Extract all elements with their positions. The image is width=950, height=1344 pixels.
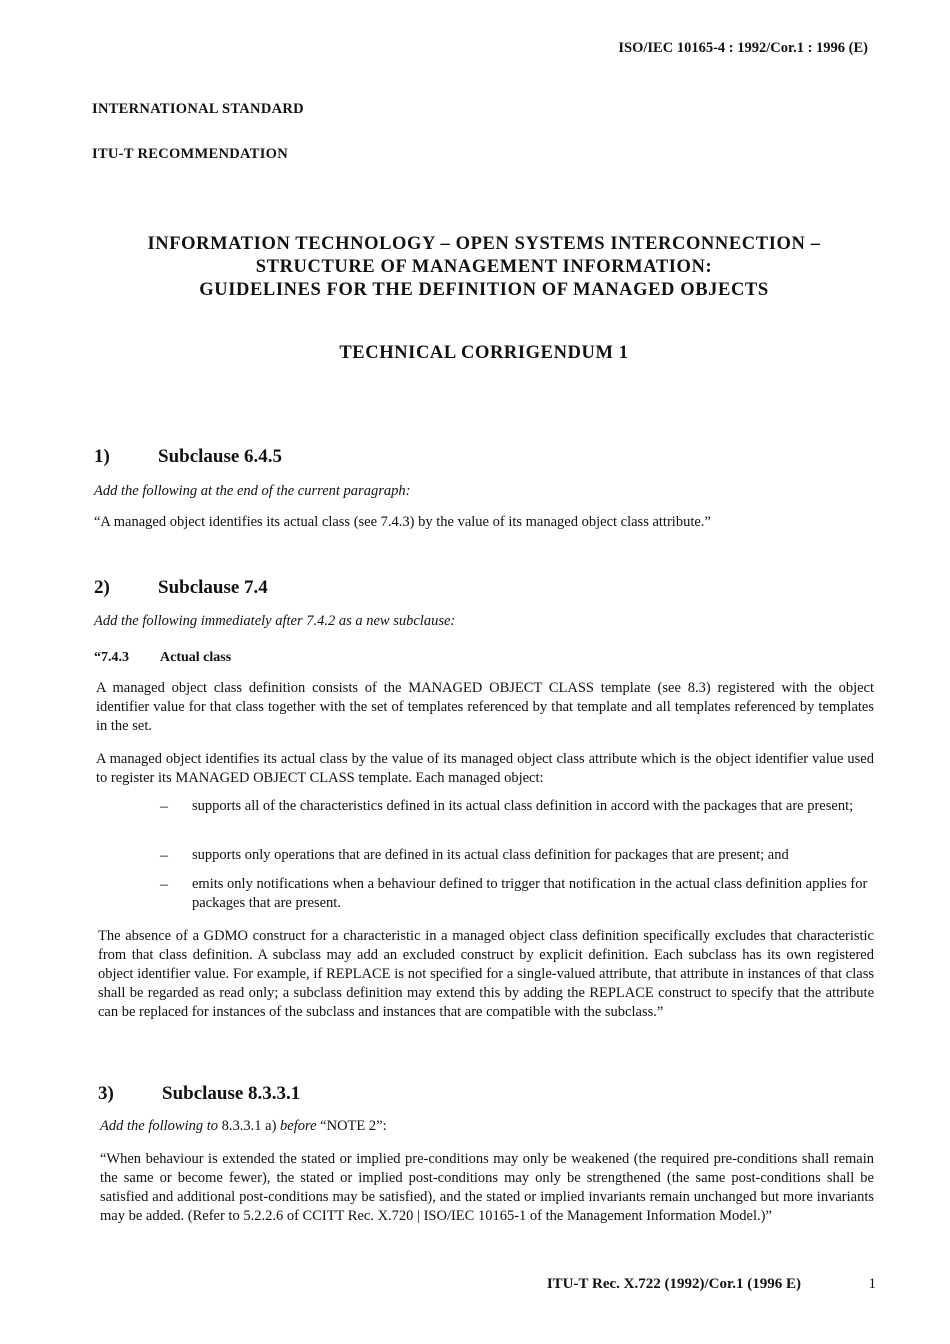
standard-type: INTERNATIONAL STANDARD: [92, 101, 304, 117]
section-1-instruction: Add the following at the end of the current paragraph:: [94, 483, 411, 499]
section-1-title: Subclause 6.4.5: [158, 446, 283, 467]
title-line-2: STRUCTURE OF MANAGEMENT INFORMATION:: [255, 257, 713, 277]
footer-reference: ITU-T Rec. X.722 (1992)/Cor.1 (1996 E): [546, 1276, 801, 1292]
subclause-number: “7.4.3: [94, 650, 129, 665]
paragraph-actual-class: A managed object identifies its actual class by the value of its managed object class attribute which is the object identifier value used to register its MANAGED OBJECT CLASS template. Each managed object:: [96, 751, 874, 786]
instruction-part-c: before: [280, 1118, 317, 1134]
section-2-title: Subclause 7.4: [158, 577, 268, 598]
instruction-part-d: “NOTE 2”:: [320, 1118, 387, 1134]
paragraph-gdmo-absence: The absence of a GDMO construct for a characteristic in a managed object class definition specifically excludes that characteristic from that class definition. A subclass may add an excluded construct by explicit definition. Each subclass has its own registered object identifier value. For example, if REPLACE is not specified for a single-valued attribute, that attribute in instances of that class shall be regarded as read only; a subclass definition may extend this by adding the REPLACE construct to specify that the attribute can be replaced for instances of the subclass and instances that are compatible with the subclass.”: [98, 928, 874, 1020]
title-line-3: GUIDELINES FOR THE DEFINITION OF MANAGED OBJECTS: [199, 280, 769, 300]
document-reference: ISO/IEC 10165-4 : 1992/Cor.1 : 1996 (E): [618, 40, 868, 56]
section-3-number: 3): [98, 1083, 114, 1104]
section-3-instruction: [100, 1118, 387, 1135]
bullet-item-1: supports all of the characteristics defined in its actual class definition in accord with the packages that are present;: [192, 798, 854, 814]
section-3-text: “When behaviour is extended the stated or implied pre-conditions may only be weakened (the required pre-conditions shall remain the same or become fewer), the stated or implied post-conditions may only be strengthened (the same post-conditions shall be satisfied and additional post-conditions may be satisfied), and the stated or implied invariants remain unchanged but more invariants may be added. (Refer to 5.2.2.6 of CCITT Rec. X.720 | ISO/IEC 10165-1 of the Management Information Model.)”: [100, 1151, 874, 1224]
instruction-part-b: 8.3.3.1 a): [221, 1118, 277, 1134]
section-2-instruction: Add the following immediately after 7.4.2 as a new subclause:: [94, 613, 456, 629]
bullet-item-2: supports only operations that are defined in its actual class definition for packages that are present; and: [192, 847, 789, 863]
bullet-item-3: emits only notifications when a behaviour defined to trigger that notification in the actual class definition applies for packages that are present.: [192, 876, 868, 911]
bullet-dash-1: –: [160, 798, 168, 815]
section-3-title: Subclause 8.3.3.1: [162, 1083, 301, 1104]
title-line-1: INFORMATION TECHNOLOGY – OPEN SYSTEMS INTERCONNECTION –: [147, 234, 821, 254]
subclause-title: Actual class: [160, 650, 232, 665]
corrigendum-title: TECHNICAL CORRIGENDUM 1: [339, 343, 629, 363]
bullet-dash-2: –: [160, 847, 168, 864]
section-2-number: 2): [94, 577, 110, 598]
section-1-number: 1): [94, 446, 110, 467]
page-number: 1: [868, 1276, 876, 1292]
recommendation-type: ITU-T RECOMMENDATION: [92, 146, 288, 162]
bullet-dash-3: –: [160, 876, 168, 893]
section-1-text: “A managed object identifies its actual class (see 7.4.3) by the value of its managed object class attribute.”: [94, 514, 711, 530]
instruction-part-a: Add the following to: [100, 1118, 219, 1134]
paragraph-class-definition: A managed object class definition consists of the MANAGED OBJECT CLASS template (see 8.3) registered with the object identifier value for that class together with the set of templates referenced by that template and all templates referenced by templates in the set.: [96, 680, 874, 734]
